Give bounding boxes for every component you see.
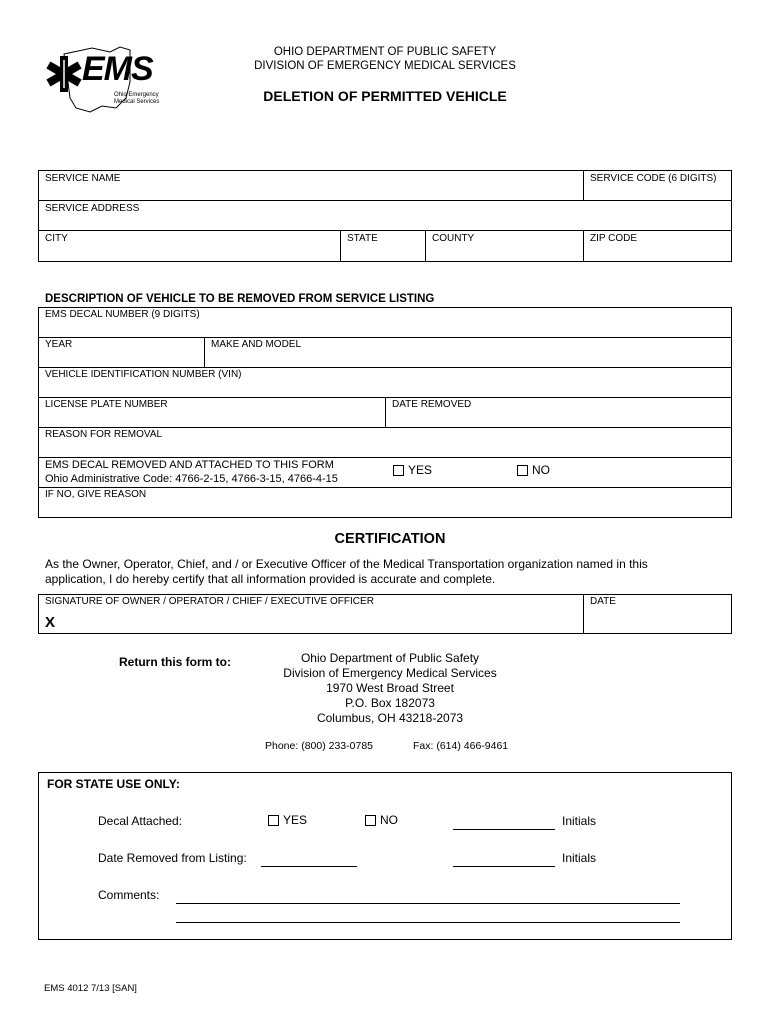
service-address-field[interactable] (39, 201, 731, 231)
decal-removed-row (39, 458, 731, 488)
page-title: DELETION OF PERMITTED VEHICLE (263, 88, 507, 104)
service-code-field[interactable] (584, 171, 731, 201)
date-removed-listing-label: Date Removed from Listing: (98, 851, 247, 865)
state-no-option[interactable] (365, 813, 398, 827)
return-label: Return this form to: (119, 655, 231, 669)
signature-x-mark: X (45, 614, 56, 631)
return-address-line-5: Columbus, OH 43218-2073 (316, 711, 464, 725)
header-line-2: DIVISION OF EMERGENCY MEDICAL SERVICES (254, 60, 516, 72)
year-label: YEAR (45, 339, 73, 350)
logo-subtext-1: Ohio Emergency (114, 92, 159, 98)
county-label: COUNTY (432, 233, 475, 244)
service-address-label: SERVICE ADDRESS (45, 203, 140, 214)
state-yes-checkbox[interactable] (268, 815, 279, 826)
state-no-checkbox[interactable] (365, 815, 376, 826)
make-model-label: MAKE AND MODEL (211, 339, 302, 350)
signature-box (38, 594, 732, 634)
certification-text-2: application, I do hereby certify that all information provided is accurate and complete. (45, 572, 496, 586)
return-address-line-1: Ohio Department of Public Safety (300, 651, 480, 665)
service-info-box (38, 170, 732, 262)
return-address (240, 651, 540, 726)
service-code-label: SERVICE CODE (6 DIGITS) (590, 173, 717, 184)
signature-label: SIGNATURE OF OWNER / OPERATOR / CHIEF / EXECUTIVE OFFICER (45, 596, 374, 607)
decal-attached-label: Decal Attached: (98, 814, 183, 828)
date-removed-field[interactable] (386, 398, 731, 428)
return-address-line-2: Division of Emergency Medical Services (283, 666, 497, 680)
initials-label-1: Initials (562, 814, 597, 828)
initials-line-2[interactable] (453, 866, 555, 867)
fax-number: Fax: (614) 466-9461 (413, 740, 509, 752)
certification-text-1: As the Owner, Operator, Chief, and / or Executive Officer of the Medical Transportation organization named in this (45, 557, 648, 571)
state-label: STATE (347, 233, 378, 244)
initials-line-1[interactable] (453, 829, 555, 830)
comments-label: Comments: (98, 888, 160, 902)
reason-label: REASON FOR REMOVAL (45, 429, 163, 440)
decal-yes-label: YES (408, 463, 433, 477)
decal-yes-checkbox[interactable] (393, 465, 404, 476)
return-address-line-4: P.O. Box 182073 (345, 696, 435, 710)
comments-line-2[interactable] (176, 922, 680, 923)
state-use-box (38, 772, 732, 940)
decal-yes-option[interactable] (393, 463, 432, 477)
service-name-field[interactable] (39, 171, 584, 201)
header-line-1: OHIO DEPARTMENT OF PUBLIC SAFETY (273, 46, 497, 58)
logo-text: EMS (82, 50, 153, 88)
zip-field[interactable] (584, 231, 731, 261)
reason-field[interactable] (39, 428, 731, 458)
year-field[interactable] (39, 338, 205, 368)
state-use-title: FOR STATE USE ONLY: (47, 777, 180, 791)
decal-no-checkbox[interactable] (517, 465, 528, 476)
make-model-field[interactable] (205, 338, 731, 368)
return-address-line-3: 1970 West Broad Street (326, 681, 454, 695)
service-name-label: SERVICE NAME (45, 173, 121, 184)
if-no-reason-field[interactable] (39, 488, 731, 517)
form-id: EMS 4012 7/13 [SAN] (44, 983, 137, 994)
state-yes-label: YES (283, 813, 308, 827)
state-yes-option[interactable] (268, 813, 307, 827)
phone-number: Phone: (800) 233-0785 (265, 740, 373, 752)
decal-no-label: NO (532, 463, 550, 477)
if-no-reason-label: IF NO, GIVE REASON (45, 489, 147, 500)
logo-subtext-2: Medical Services (114, 99, 160, 105)
license-plate-label: LICENSE PLATE NUMBER (45, 399, 168, 410)
decal-no-option[interactable] (517, 463, 550, 477)
state-field[interactable] (341, 231, 426, 261)
license-plate-field[interactable] (39, 398, 386, 428)
city-field[interactable] (39, 231, 341, 261)
vehicle-section-heading: DESCRIPTION OF VEHICLE TO BE REMOVED FROM SERVICE LISTING (45, 293, 435, 305)
zip-label: ZIP CODE (590, 233, 638, 244)
comments-line-1[interactable] (176, 903, 680, 904)
admin-code-label: Ohio Administrative Code: 4766-2-15, 4766-3-15, 4766-4-15 (45, 473, 338, 485)
signature-date-field[interactable] (584, 595, 731, 633)
decal-number-label: EMS DECAL NUMBER (9 DIGITS) (45, 309, 200, 320)
signature-date-label: DATE (590, 596, 616, 607)
state-no-label: NO (380, 813, 398, 827)
decal-removed-label: EMS DECAL REMOVED AND ATTACHED TO THIS FORM (45, 459, 334, 471)
vehicle-info-box (38, 307, 732, 518)
signature-field[interactable] (39, 595, 584, 633)
decal-number-field[interactable] (39, 308, 731, 338)
city-label: CITY (45, 233, 68, 244)
vin-field[interactable] (39, 368, 731, 398)
certification-title: CERTIFICATION (334, 531, 446, 547)
vin-label: VEHICLE IDENTIFICATION NUMBER (VIN) (45, 369, 242, 380)
county-field[interactable] (426, 231, 584, 261)
initials-label-2: Initials (562, 851, 597, 865)
date-removed-label: DATE REMOVED (392, 399, 472, 410)
date-removed-listing-line[interactable] (261, 866, 357, 867)
